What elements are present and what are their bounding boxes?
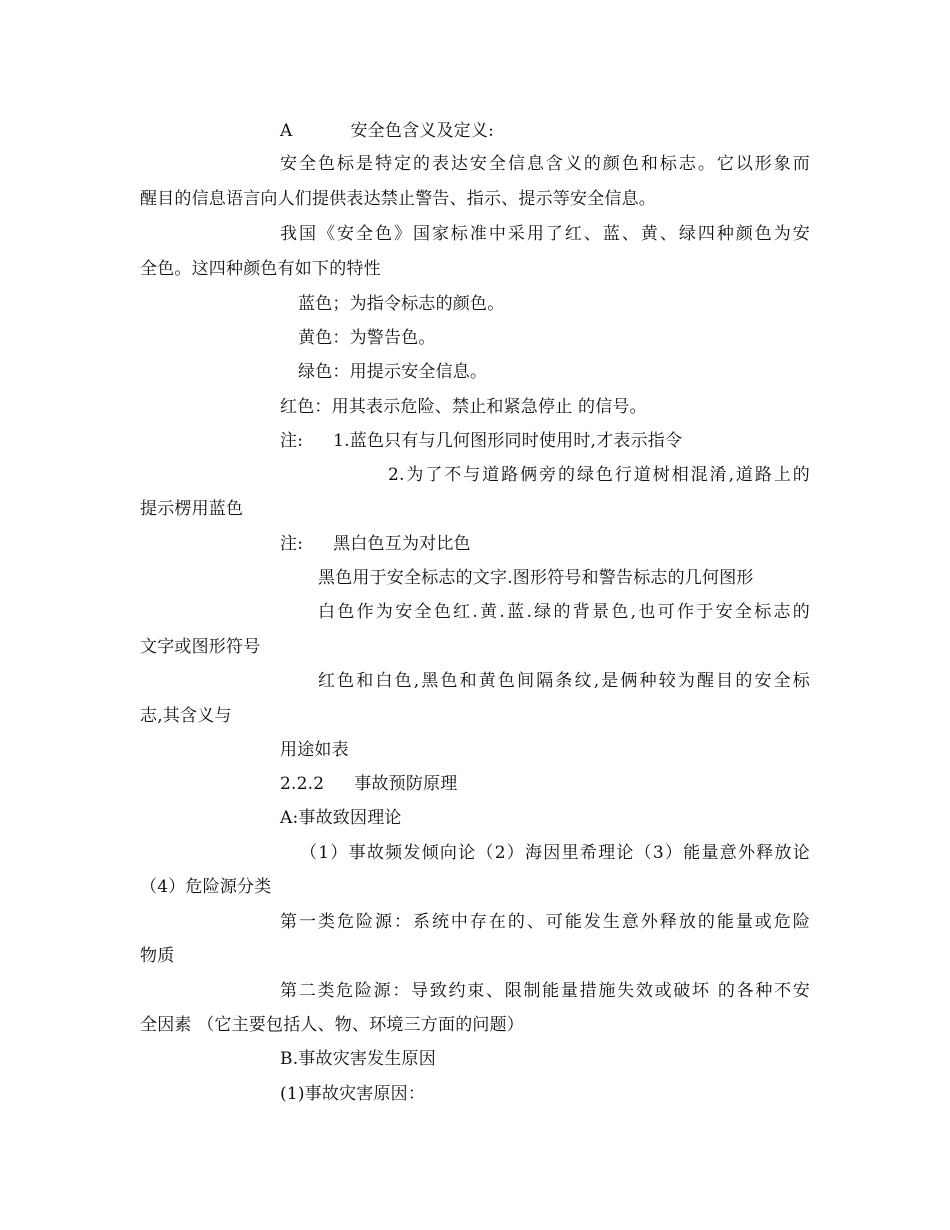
subheading-b: B.事故灾害发生原因 (280, 1049, 436, 1069)
stripe-line: 红色和白色,黑色和黄色间隔条纹,是俩种较为醒目的安全标 (318, 671, 810, 691)
heading-a-label: A (280, 121, 293, 141)
bw-line: 黑色用于安全标志的文字.图形符号和警告标志的几何图形 (318, 568, 754, 588)
stripe-line-cont: 用途如表 (280, 740, 349, 760)
subheading-a: A:事故致因理论 (280, 808, 402, 828)
note-2-text: 黑白色互为对比色 (333, 534, 471, 554)
paragraph-line: 安全色标是特定的表达安全信息含义的颜色和标志。它以形象而 (280, 154, 810, 174)
color-item-green: 绿色：用提示安全信息。 (298, 362, 488, 382)
hazard-2-line: 第二类危险源：导致约束、限制能量措施失效或破坏 的各种不安 (280, 981, 810, 1001)
note-1-item-2-cont: 提示楞用蓝色 (140, 499, 244, 519)
color-item-blue: 蓝色；为指令标志的颜色。 (298, 294, 505, 314)
color-item-yellow: 黄色：为警告色。 (298, 328, 436, 348)
paragraph-line: 醒目的信息语言向人们提供表达禁止警告、指示、提示等安全信息。 (140, 189, 656, 209)
hazard-1-line: 第一类危险源：系统中存在的、可能发生意外释放的能量或危险 (280, 912, 810, 932)
paragraph-line: 我国《安全色》国家标准中采用了红、蓝、黄、绿四种颜色为安 (280, 224, 810, 244)
stripe-line-cont: 志,其含义与 (140, 706, 232, 726)
hazard-1-line-cont: 物质 (140, 946, 175, 966)
section-title: 事故预防原理 (354, 774, 458, 794)
hazard-2-line-cont: 全因素 （它主要包括人、物、环境三方面的问题） (140, 1015, 525, 1035)
note-1-item-1: 1.蓝色只有与几何图形同时使用时,才表示指令 (333, 431, 683, 451)
note-1 (280, 430, 682, 452)
heading-a-title: 安全色含义及定义: (350, 121, 495, 141)
paragraph-line: 全色。这四种颜色有如下的特性 (140, 259, 381, 279)
note-1-item-2: 2.为了不与道路俩旁的绿色行道树相混淆,道路上的 (388, 465, 810, 485)
bw-line: 白色作为安全色红.黄.蓝.绿的背景色,也可作于安全标志的 (318, 602, 810, 622)
note-1-label: 注: (280, 431, 304, 451)
note-2-label: 注: (280, 534, 304, 554)
theories-line-cont: （4）危险源分类 (140, 877, 272, 897)
color-item-red: 红色：用其表示危险、禁止和紧急停止 的信号。 (280, 397, 647, 417)
section-number: 2.2.2 (280, 774, 325, 794)
list-item-1: (1)事故灾害原因： (280, 1084, 426, 1104)
theories-line: （1）事故频发倾向论（2）海因里希理论（3）能量意外释放论 (300, 843, 810, 863)
heading-a (280, 120, 494, 142)
bw-line-cont: 文字或图形符号 (140, 637, 261, 657)
note-2 (280, 533, 471, 555)
section-heading (280, 773, 457, 795)
